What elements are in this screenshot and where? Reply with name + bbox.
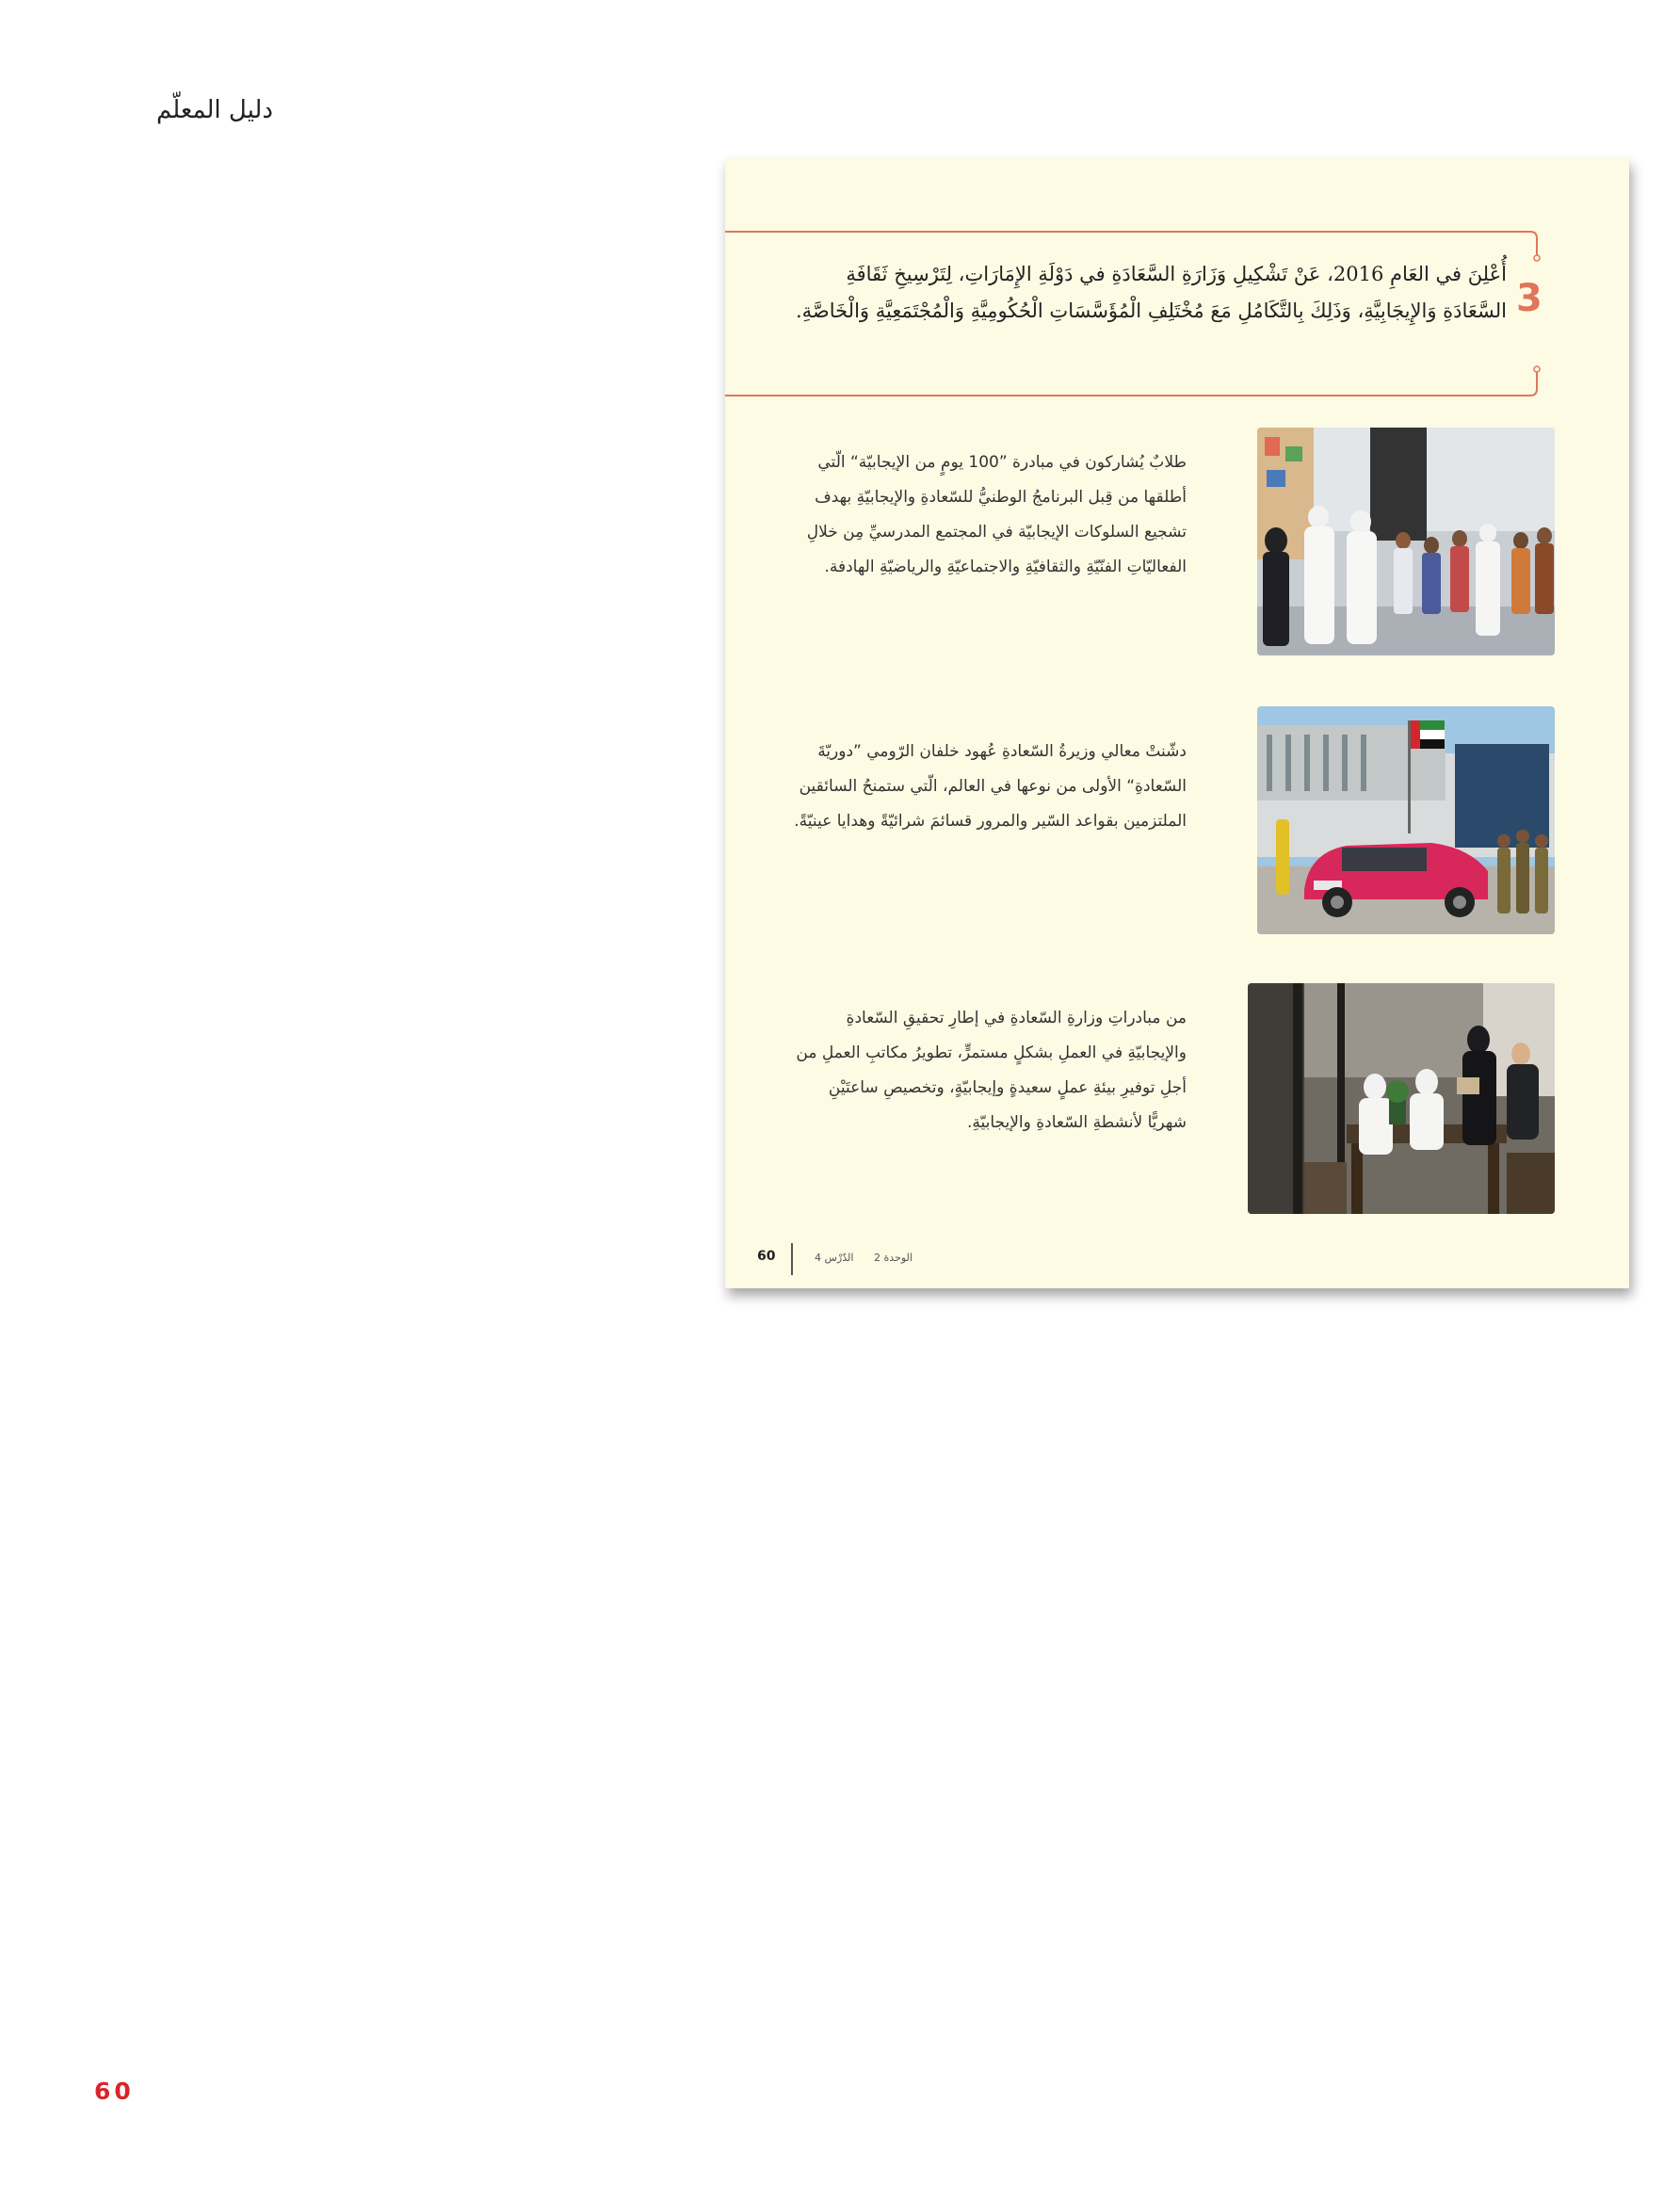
intro-text: أُعْلِنَ في العَامِ 2016، عَنْ تَشْكِيلِ وَزَارَةِ السَّعَادَةِ في دَوْلَةِ الإِمَارَاتِ، لِتَرْسِيخِ ثَقَافَةِ السَّعَادَةِ وَالإِيجَابِيَّةِ، وَذَلِكَ بِالتَّكَامُلِ مَعَ مُخْتَلِفِ الْمُؤَسَّسَاتِ الْحُكُومِيَّةِ وَالْمُجْتَمَعِيَّةِ وَالْخَاصَّةِ. [795, 263, 1507, 322]
photo-happiness-patrol [1257, 706, 1555, 934]
item-caption-patrol: دشّنتْ معالي وزيرةُ السّعادةِ عُهود خلفان الرّومي ”دوريّةَ السّعادةِ“ الأولى من نوعها في العالم، الّتي ستمنحُ السائقين الملتزمين بقواعد السّير والمرور قسائمَ شرائيّةً وهدايا عينيّةً. [794, 742, 1187, 831]
footer-lesson: الدّرْس 4 [815, 1252, 854, 1264]
item-caption-offices: من مبادراتِ وزارةِ السّعادةِ في إطارِ تحقيقِ السّعادةِ والإيجابيّةِ في العملِ بشكلٍ مستمرٍّ، تطويرُ مكاتبِ العملِ من أجلِ توفيرِ بيئةِ عملٍ سعيدةٍ وإيجابيّةٍ، وتخصيصِ ساعتَيْنِ شهريًّا لأنشطةِ السّعادةِ والإيجابيّةِ. [796, 1009, 1187, 1132]
footer-divider [791, 1243, 793, 1275]
item-caption-students: طلابٌ يُشاركون في مبادرة ”100 يومٍ من الإيجابيّة“ الّتي أطلقها من قِبل البرنامجُ الوطنيُّ للسّعادةِ والإيجابيّةِ بهدف تشجيع السلوكات الإيجابيّة في المجتمع المدرسيِّ مِن خلالِ الفعاليّاتِ الفنّيّةِ والثقافيّةِ والاجتماعيّةِ والرياضيّةِ الهادفة. [806, 453, 1187, 576]
photo-happy-office [1248, 983, 1555, 1214]
photo-students-group [1257, 428, 1555, 655]
guide-title: دليل المعلّم [156, 96, 273, 124]
page-number: 60 [94, 2078, 135, 2105]
intro-number: 3 [1516, 277, 1543, 320]
book-page [725, 158, 1629, 1288]
footer-unit: الوحدة 2 [874, 1252, 913, 1264]
inner-page-number: 60 [757, 1249, 776, 1264]
